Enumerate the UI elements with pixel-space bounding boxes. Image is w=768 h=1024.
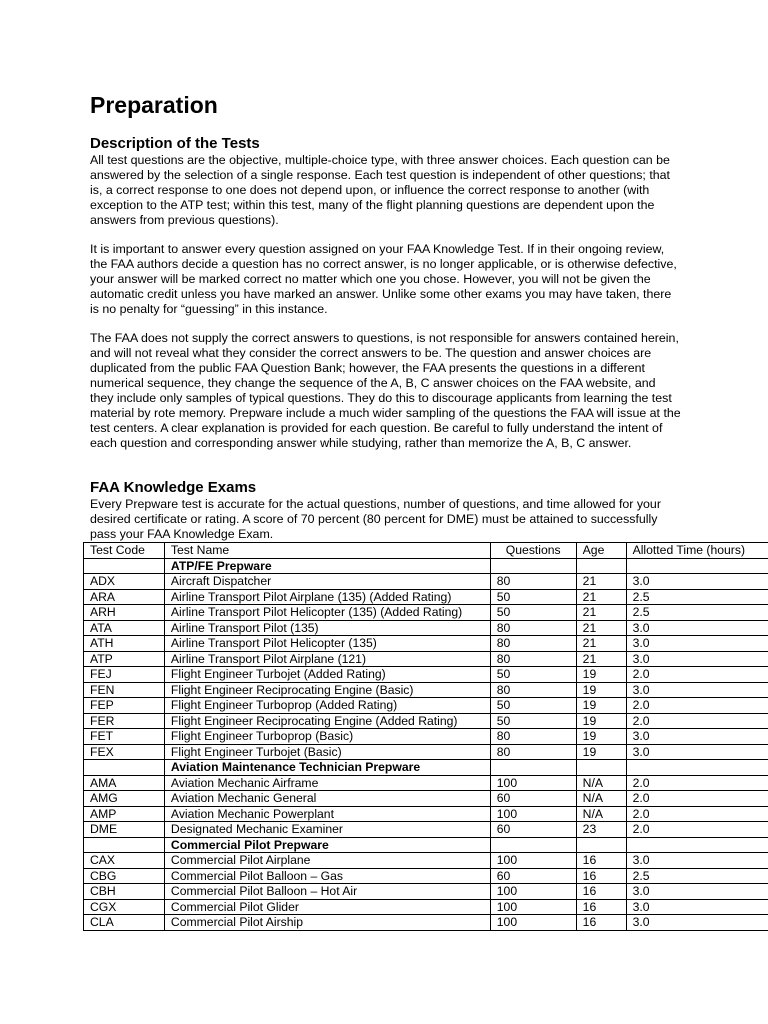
cell-questions: 100 [490,775,576,791]
cell-test-name: Commercial Pilot Glider [164,899,490,915]
cell-allotted-time: 3.0 [626,853,768,869]
cell-test-code: ARA [84,589,165,605]
exams-table [83,542,768,931]
table-row [84,899,768,915]
cell-test-name: Commercial Pilot Balloon – Gas [164,868,490,884]
cell-test-name: Airline Transport Pilot Airplane (135) (Added Rating) [164,589,490,605]
cell-age: 19 [576,698,626,714]
cell-test-code: CBG [84,868,165,884]
empty-cell [490,760,576,776]
cell-test-name: Aviation Mechanic Powerplant [164,806,490,822]
table-row [84,574,768,590]
cell-age: N/A [576,806,626,822]
cell-test-name: Flight Engineer Reciprocating Engine (Basic) [164,682,490,698]
empty-cell [490,837,576,853]
cell-allotted-time: 2.0 [626,775,768,791]
cell-test-code: ATA [84,620,165,636]
cell-age: 21 [576,574,626,590]
section-faa-knowledge-exams [90,479,682,541]
cell-allotted-time: 3.0 [626,915,768,931]
cell-questions: 50 [490,667,576,683]
cell-age: 19 [576,713,626,729]
cell-age: N/A [576,791,626,807]
cell-questions: 80 [490,574,576,590]
table-row [84,698,768,714]
cell-test-code: AMP [84,806,165,822]
cell-allotted-time: 2.0 [626,667,768,683]
cell-allotted-time: 2.0 [626,822,768,838]
cell-test-code: FEN [84,682,165,698]
cell-age: 19 [576,667,626,683]
table-row [84,822,768,838]
cell-age: 16 [576,915,626,931]
cell-age: 19 [576,682,626,698]
section-description-of-tests [90,135,682,465]
cell-test-name: Aircraft Dispatcher [164,574,490,590]
group-heading: ATP/FE Prepware [164,558,490,574]
cell-age: 21 [576,651,626,667]
cell-allotted-time: 2.0 [626,806,768,822]
cell-age: 21 [576,605,626,621]
table-row [84,682,768,698]
cell-questions: 100 [490,806,576,822]
cell-allotted-time: 3.0 [626,744,768,760]
table-row [84,806,768,822]
table-row [84,744,768,760]
cell-test-name: Flight Engineer Turboprop (Basic) [164,729,490,745]
table-row [84,775,768,791]
empty-cell [84,558,165,574]
cell-questions: 100 [490,915,576,931]
cell-age: 21 [576,620,626,636]
empty-cell [576,558,626,574]
table-row [84,589,768,605]
empty-cell [84,837,165,853]
cell-allotted-time: 3.0 [626,682,768,698]
cell-test-name: Commercial Pilot Airplane [164,853,490,869]
cell-test-code: FET [84,729,165,745]
cell-test-name: Flight Engineer Reciprocating Engine (Added Rating) [164,713,490,729]
empty-cell [626,558,768,574]
cell-age: 19 [576,729,626,745]
cell-test-name: Flight Engineer Turbojet (Basic) [164,744,490,760]
cell-questions: 100 [490,853,576,869]
cell-age: N/A [576,775,626,791]
cell-age: 16 [576,853,626,869]
header-test-code: Test Code [84,543,165,559]
cell-questions: 80 [490,682,576,698]
cell-allotted-time: 2.5 [626,605,768,621]
cell-questions: 80 [490,636,576,652]
cell-test-code: ADX [84,574,165,590]
cell-test-code: AMG [84,791,165,807]
cell-questions: 50 [490,698,576,714]
cell-questions: 80 [490,729,576,745]
table-row [84,651,768,667]
table-row [84,713,768,729]
cell-test-name: Airline Transport Pilot Helicopter (135) (Added Rating) [164,605,490,621]
cell-questions: 100 [490,899,576,915]
cell-test-code: CBH [84,884,165,900]
table-header-row [84,543,768,559]
paragraph: The FAA does not supply the correct answers to questions, is not responsible for answers contained herein, and will not reveal what they consider the correct answers to be. The question and answer choices are duplicated from the public FAA Question Bank; however, the FAA presents the questions in a different numerical sequence, they change the sequence of the A, B, C answer choices on the FAA website, and they include only samples of typical questions. They do this to discourage applicants from learning the test material by rote memory. Prepware include a much wider sampling of the questions the FAA will issue at the test centers. A clear explanation is provided for each question. Be careful to fully understand the intent of each question and corresponding answer while studying, rather than memorize the A, B, C answer. [90,331,681,450]
cell-allotted-time: 2.5 [626,868,768,884]
empty-cell [626,760,768,776]
cell-allotted-time: 3.0 [626,651,768,667]
paragraph: It is important to answer every question assigned on your FAA Knowledge Test. If in their ongoing review, the FAA authors decide a question has no correct answer, is no longer applicable, or is otherwise defective, your answer will be marked correct no matter which one you chose. However, you will not be given the automatic credit unless you have marked an answer. Unlike some other exams you may have taken, there is no penalty for “guessing” in this instance. [90,242,677,316]
cell-test-name: Flight Engineer Turbojet (Added Rating) [164,667,490,683]
cell-allotted-time: 2.0 [626,791,768,807]
table-body [84,558,768,930]
paragraph: All test questions are the objective, multiple-choice type, with three answer choices. Each question can be answered by the selection of a single response. Each test question is independent of other questions; that is, a correct response to one does not depend upon, or influence the correct response to another (with exception to the ATP test; within this test, many of the flight planning questions are dependent upon the answers from previous questions). [90,153,670,227]
cell-test-code: FEP [84,698,165,714]
cell-questions: 60 [490,868,576,884]
table-row [84,868,768,884]
header-questions: Questions [490,543,576,559]
cell-allotted-time: 2.0 [626,698,768,714]
cell-test-code: CLA [84,915,165,931]
header-test-name: Test Name [164,543,490,559]
cell-test-code: FEJ [84,667,165,683]
cell-allotted-time: 2.0 [626,713,768,729]
table-group-row [84,837,768,853]
cell-age: 23 [576,822,626,838]
cell-test-code: AMA [84,775,165,791]
cell-test-name: Aviation Mechanic Airframe [164,775,490,791]
group-heading: Commercial Pilot Prepware [164,837,490,853]
header-age: Age [576,543,626,559]
page-title: Preparation [90,92,218,118]
cell-test-name: Airline Transport Pilot Helicopter (135) [164,636,490,652]
cell-test-code: FER [84,713,165,729]
cell-allotted-time: 3.0 [626,729,768,745]
empty-cell [84,760,165,776]
table-row [84,620,768,636]
table-row [84,791,768,807]
cell-test-name: Commercial Pilot Airship [164,915,490,931]
cell-test-name: Airline Transport Pilot Airplane (121) [164,651,490,667]
cell-questions: 50 [490,589,576,605]
cell-test-code: ARH [84,605,165,621]
table-row [84,915,768,931]
cell-allotted-time: 3.0 [626,620,768,636]
cell-age: 16 [576,899,626,915]
section-heading: FAA Knowledge Exams [90,479,257,496]
cell-test-name: Designated Mechanic Examiner [164,822,490,838]
cell-allotted-time: 3.0 [626,574,768,590]
cell-test-name: Commercial Pilot Balloon – Hot Air [164,884,490,900]
cell-questions: 50 [490,713,576,729]
cell-questions: 100 [490,884,576,900]
paragraph: Every Prepware test is accurate for the actual questions, number of questions, and time allowed for your desired certificate or rating. A score of 70 percent (80 percent for DME) must be attained to successfully pass your FAA Knowledge Exam. [90,497,661,541]
cell-test-code: CAX [84,853,165,869]
group-heading: Aviation Maintenance Technician Prepware [164,760,490,776]
cell-test-name: Flight Engineer Turboprop (Added Rating) [164,698,490,714]
empty-cell [576,760,626,776]
cell-allotted-time: 3.0 [626,884,768,900]
cell-questions: 80 [490,651,576,667]
cell-test-name: Airline Transport Pilot (135) [164,620,490,636]
cell-questions: 50 [490,605,576,621]
cell-allotted-time: 2.5 [626,589,768,605]
cell-questions: 80 [490,744,576,760]
table-group-row [84,558,768,574]
cell-age: 19 [576,744,626,760]
table-row [84,605,768,621]
cell-age: 21 [576,589,626,605]
table-group-row [84,760,768,776]
section-heading: Description of the Tests [90,135,260,152]
table-row [84,853,768,869]
cell-test-code: FEX [84,744,165,760]
empty-cell [576,837,626,853]
cell-age: 16 [576,868,626,884]
table-row [84,636,768,652]
table-row [84,884,768,900]
empty-cell [490,558,576,574]
cell-questions: 60 [490,822,576,838]
cell-test-name: Aviation Mechanic General [164,791,490,807]
header-allotted-time: Allotted Time (hours) [626,543,768,559]
cell-questions: 80 [490,620,576,636]
table-row [84,667,768,683]
cell-allotted-time: 3.0 [626,899,768,915]
cell-test-code: DME [84,822,165,838]
cell-test-code: ATP [84,651,165,667]
cell-test-code: ATH [84,636,165,652]
empty-cell [626,837,768,853]
cell-test-code: CGX [84,899,165,915]
cell-age: 16 [576,884,626,900]
table-row [84,729,768,745]
cell-allotted-time: 3.0 [626,636,768,652]
cell-questions: 60 [490,791,576,807]
cell-age: 21 [576,636,626,652]
